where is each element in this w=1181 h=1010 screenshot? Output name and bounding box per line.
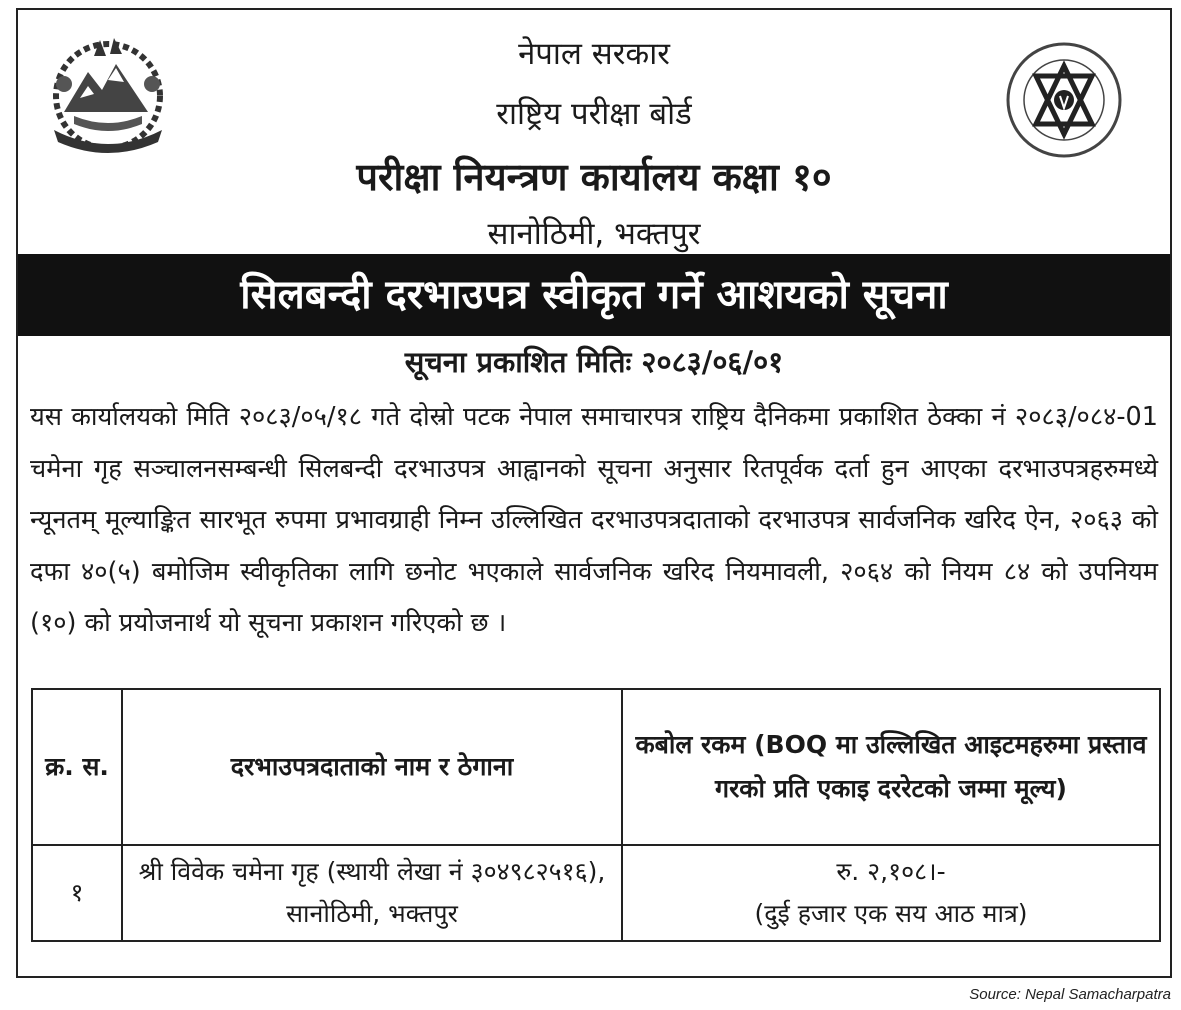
header-bidder: दरभाउपत्रदाताको नाम र ठेगाना [122, 689, 622, 845]
board-name: राष्ट्रिय परीक्षा बोर्ड [496, 96, 692, 132]
notice-frame [16, 8, 1172, 978]
row-bidder: श्री विवेक चमेना गृह (स्थायी लेखा नं ३०४९८२५१६), सानोठिमी, भक्तपुर [122, 845, 622, 941]
row-amount: रु. २,१०८।- [836, 857, 946, 886]
header-amount: कबोल रकम (BOQ मा उल्लिखित आइटमहरुमा प्रस्ताव गरको प्रति एकाइ दररेटको जम्मा मूल्य) [622, 689, 1160, 845]
row-serial-number: १ [32, 845, 122, 941]
table-header-row [32, 689, 1160, 845]
government-name: नेपाल सरकार [518, 36, 670, 72]
notice-body: यस कार्यालयको मिति २०८३/०५/१८ गते दोस्रो पटक नेपाल समाचारपत्र राष्ट्रिय दैनिकमा प्रकाशित ठेक्का नं २०८३/०८४-01 चमेना गृह सञ्चालनसम्बन्धी सिलबन्दी दरभाउपत्र आह्वानको सूचना अनुसार रितपूर्वक दर्ता हुन आएका दरभाउपत्रहरुमध्ये न्यूनतम् मूल्याङ्कित सारभूत रुपमा प्रभावग्राही निम्न उल्लिखित दरभाउपत्रदाताको दरभाउपत्र सार्वजनिक खरिद ऐन, २०६३ को दफा ४०(५) बमोजिम स्वीकृतिका लागि छनोट भएकाले सार्वजनिक खरिद नियमावली, २०६४ को नियम ८४ को उपनियम (१०) को प्रयोजनार्थ यो सूचना प्रकाशन गरिएको छ । [30, 402, 1158, 638]
bid-table [31, 688, 1161, 942]
office-address: सानोठिमी, भक्तपुर [487, 216, 701, 252]
row-amount-cell [622, 845, 1160, 941]
header-serial-number: क्र. स. [32, 689, 122, 845]
published-date: सूचना प्रकाशित मितिः २०८३/०६/०१ [404, 345, 784, 379]
office-name: परीक्षा नियन्त्रण कार्यालय कक्षा १० [356, 155, 832, 199]
source-credit: Source: Nepal Samacharpatra [969, 986, 1171, 1003]
table-row [32, 845, 1160, 941]
notice-title: सिलबन्दी दरभाउपत्र स्वीकृत गर्ने आशयको सूचना [18, 254, 1170, 336]
row-amount-words: (दुई हजार एक सय आठ मात्र) [754, 899, 1028, 928]
